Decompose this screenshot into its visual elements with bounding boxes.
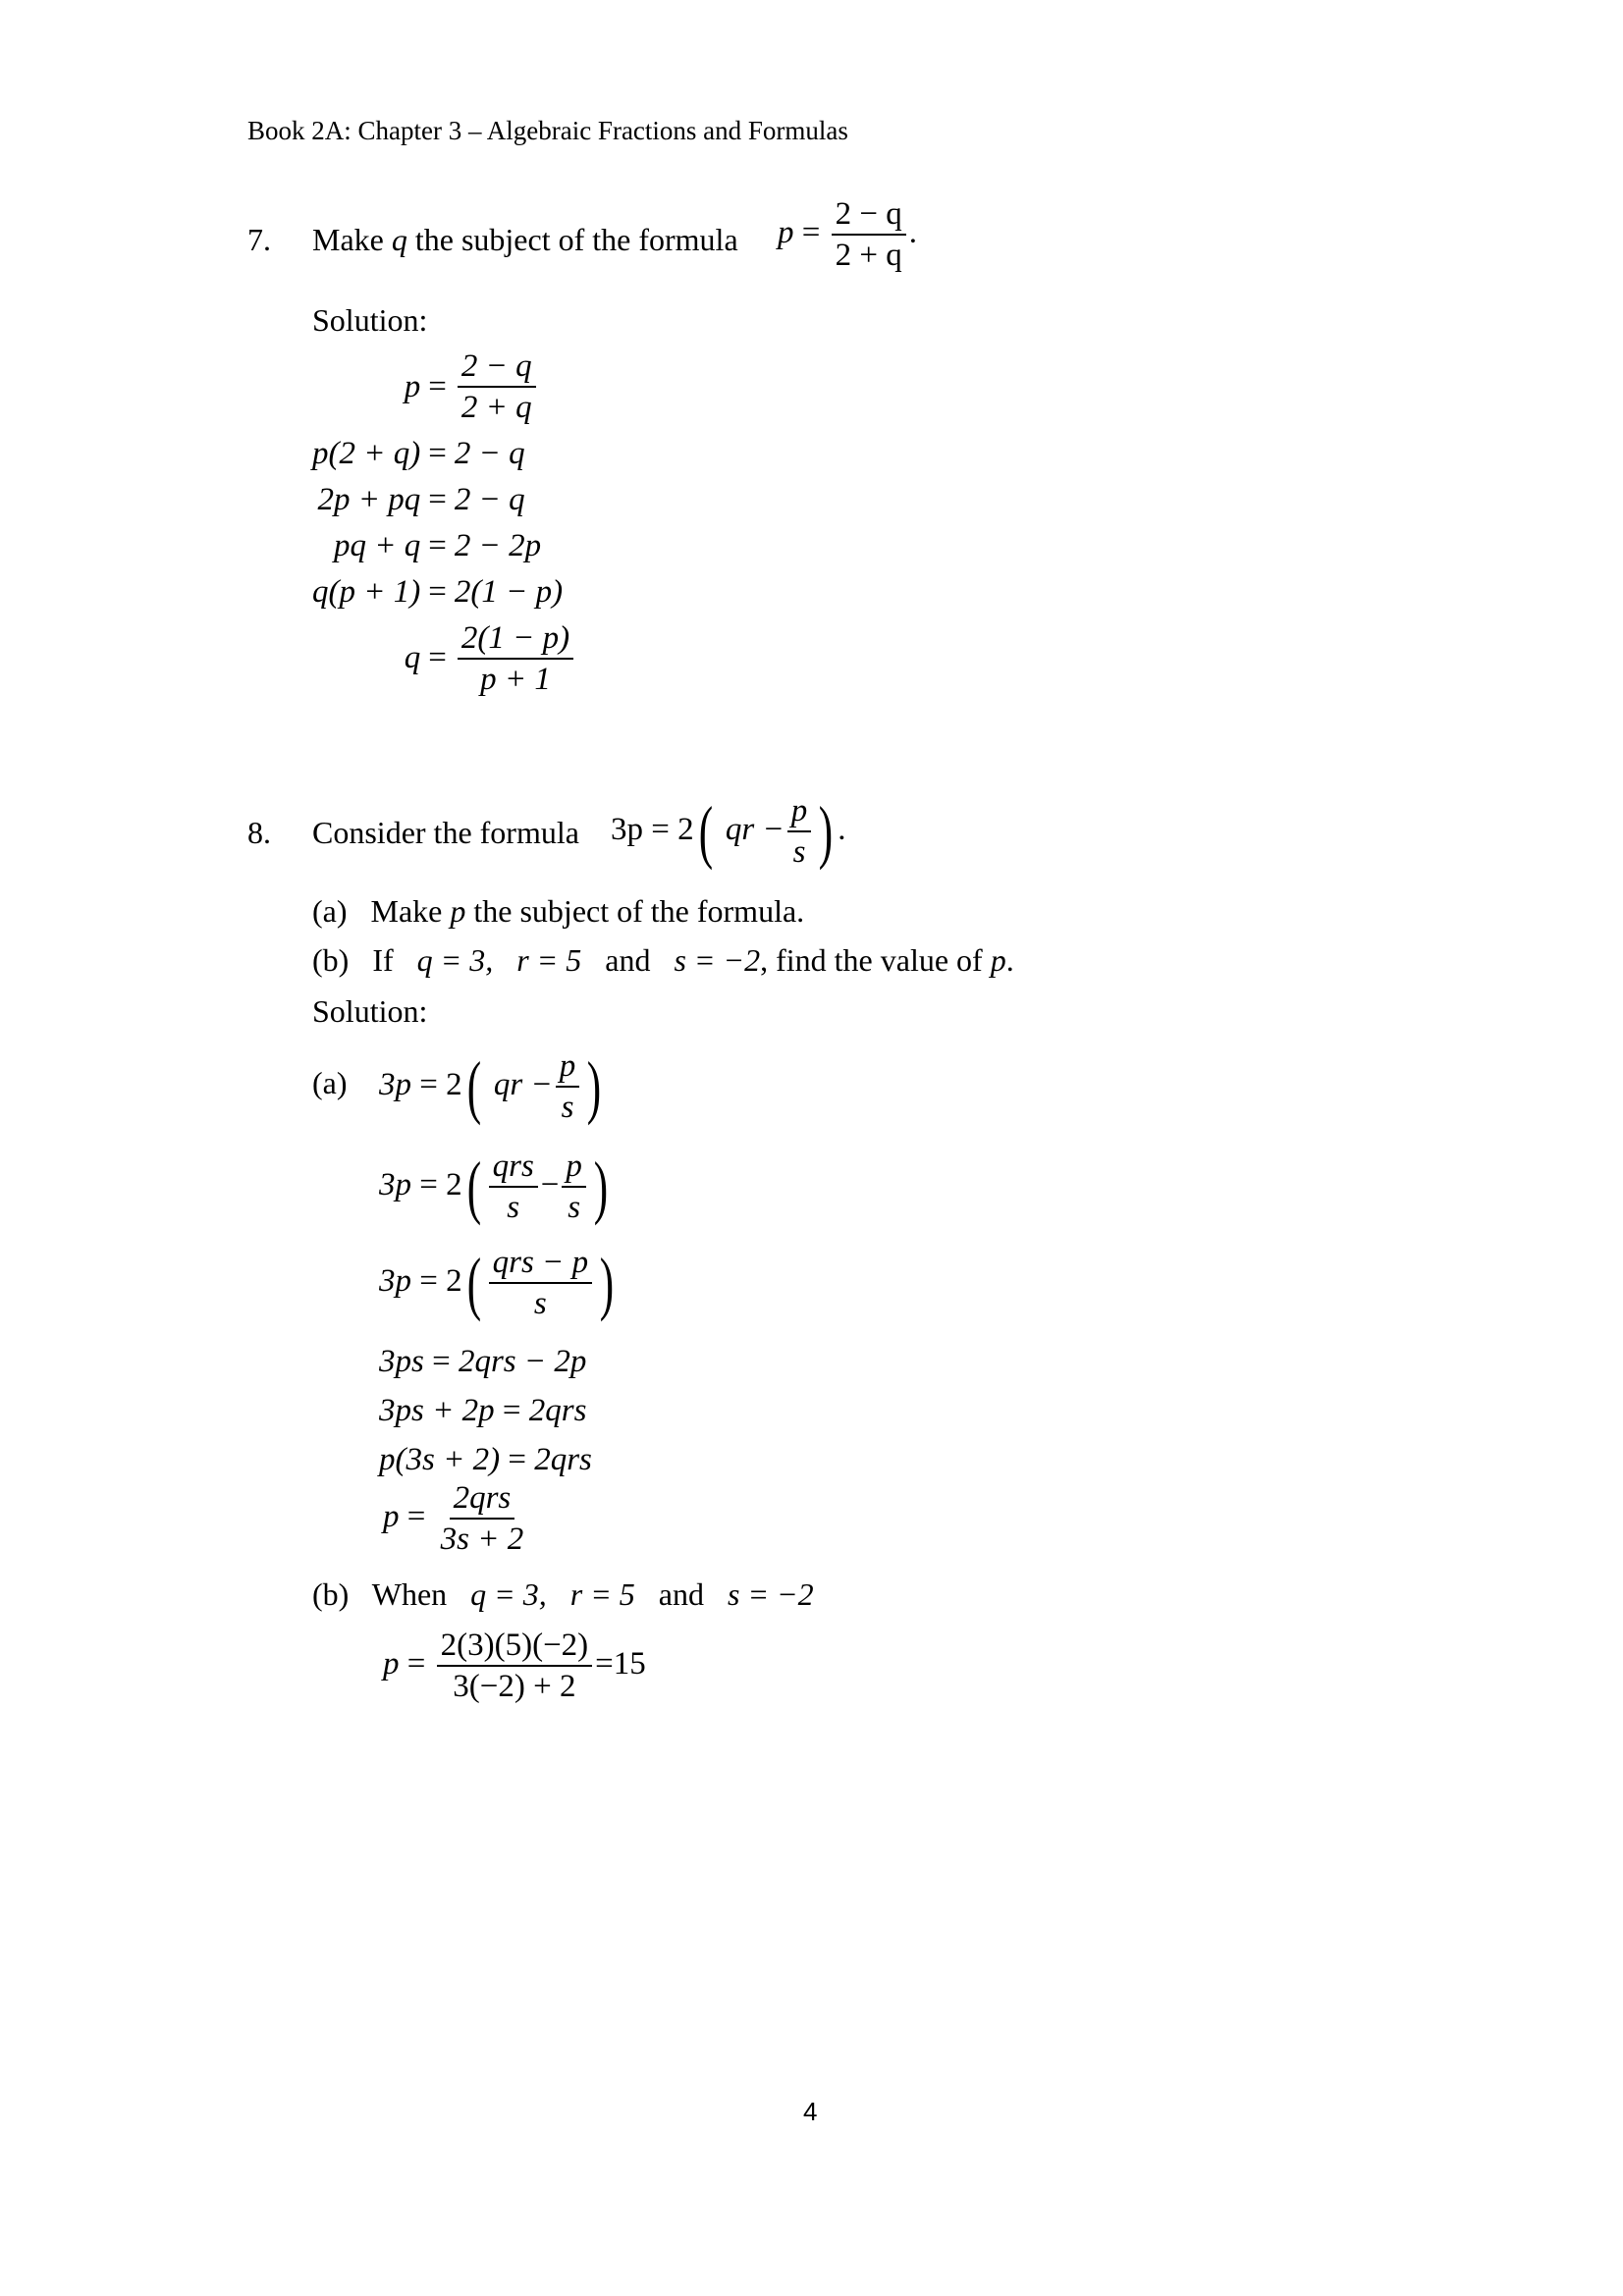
step-rhs: 2 − q (454, 481, 525, 517)
equals-sign: = (428, 573, 447, 610)
part-text: the subject of the formula. (465, 893, 805, 929)
solution-step: p(3s + 2) = 2qrs (379, 1442, 592, 1477)
equals-sign: = (428, 640, 447, 676)
solution-step (379, 1148, 613, 1226)
question-text-after: the subject of the formula (406, 222, 738, 257)
part-label: (a) (312, 893, 348, 929)
denominator: 2 + q (460, 390, 532, 426)
numerator: p (787, 793, 812, 832)
step-lhs: p(2 + q) (312, 435, 421, 471)
step-lhs: q (404, 640, 421, 676)
fraction (489, 1245, 592, 1322)
fraction (489, 1148, 538, 1226)
question-text-before: Make (312, 222, 392, 257)
step-rhs: 2 − q (454, 435, 525, 471)
part-variable: p (990, 942, 1006, 978)
solution-label: Solution: (312, 302, 428, 338)
period: . (908, 214, 917, 250)
question-text (312, 222, 738, 258)
result-lhs: p (383, 1645, 400, 1682)
step-lhs: 3p (379, 1166, 411, 1202)
equals-sign: = (428, 368, 447, 404)
question-number: 7. (247, 222, 271, 257)
condition: s = −2 (727, 1576, 814, 1612)
solution-step (379, 1048, 606, 1126)
left-paren: ( (466, 1244, 481, 1323)
numerator: p (562, 1148, 586, 1188)
numerator: qrs (489, 1148, 538, 1188)
equals-sign: = (419, 1066, 438, 1102)
page-number: 4 (803, 2097, 818, 2126)
condition-conjunction: and (605, 942, 651, 978)
left-paren: ( (466, 1047, 481, 1127)
solution-step: 3ps = 2qrs − 2p (379, 1344, 587, 1379)
solution-step (379, 1245, 619, 1322)
solution-step-group (379, 1337, 592, 1484)
denominator: s (507, 1190, 520, 1226)
question-formula (778, 196, 917, 274)
inner-term: qr − (725, 811, 784, 847)
fraction (562, 1148, 586, 1226)
denominator: s (568, 1190, 581, 1226)
equals-sign: = (428, 435, 447, 471)
equals-sign: = (419, 1262, 438, 1299)
fraction (458, 620, 573, 698)
coefficient: 2 (446, 1262, 462, 1299)
numerator: qrs − p (489, 1245, 592, 1284)
inner-term: qr − (493, 1066, 553, 1102)
step-rhs (455, 348, 576, 426)
step-lhs: pq + q (333, 527, 421, 563)
part-text: Make (370, 893, 451, 929)
question-formula (611, 793, 845, 871)
step-rhs: 2 − 2p (454, 527, 542, 563)
formula-lhs: 3p (611, 811, 643, 847)
equals-sign: = (595, 1645, 614, 1682)
solution-step (383, 1480, 530, 1558)
step-lhs: 3p (379, 1066, 411, 1102)
fraction (458, 348, 536, 426)
coefficient: 2 (446, 1166, 462, 1202)
equals-sign: = (428, 527, 447, 563)
result-value: 15 (613, 1645, 646, 1682)
part-a-question (312, 893, 804, 930)
period: . (1005, 942, 1014, 978)
step-lhs: q(p + 1) (312, 573, 421, 610)
question-variable: q (391, 222, 407, 257)
right-paren: ) (819, 792, 834, 872)
right-paren: ) (593, 1148, 609, 1227)
part-text: If (372, 942, 394, 978)
equals-sign: = (406, 1645, 426, 1682)
denominator: 3(−2) + 2 (453, 1669, 576, 1705)
formula-lhs: p (778, 214, 794, 250)
period: . (838, 811, 846, 847)
solution-part-label: (b) (312, 1576, 350, 1612)
numerator: 2(1 − p) (458, 620, 573, 660)
fraction (556, 1048, 580, 1126)
denominator: s (792, 834, 806, 871)
solution-part-label: (a) (312, 1065, 348, 1100)
step-rhs (455, 620, 576, 698)
part-text: , find the value of (760, 942, 991, 978)
solution-step: 3ps + 2p = 2qrs (379, 1393, 587, 1428)
denominator: s (561, 1090, 574, 1126)
question-number: 8. (247, 815, 271, 850)
solution-result (383, 1628, 646, 1705)
condition: r = 5 (569, 1576, 635, 1612)
condition: q = 3, (416, 942, 494, 978)
part-variable: p (450, 893, 466, 929)
step-lhs: 2p + pq (317, 481, 421, 517)
step-lhs: p (404, 368, 421, 404)
question-text: Consider the formula (312, 815, 579, 850)
numerator: 2qrs (450, 1480, 515, 1520)
coefficient: 2 (446, 1066, 462, 1102)
condition: s = −2 (674, 942, 761, 978)
numerator: 2 − q (832, 196, 906, 236)
denominator: 3s + 2 (440, 1522, 524, 1558)
step-lhs: p (383, 1498, 400, 1534)
condition-conjunction: and (658, 1576, 704, 1612)
right-paren: ) (599, 1244, 615, 1323)
solution-steps (312, 348, 576, 697)
right-paren: ) (587, 1047, 602, 1127)
denominator: p + 1 (480, 661, 551, 697)
fraction (437, 1480, 528, 1558)
part-label: (b) (312, 942, 350, 978)
equals-sign: = (428, 481, 447, 517)
left-paren: ( (466, 1148, 481, 1227)
left-paren: ( (698, 792, 713, 872)
numerator: p (556, 1048, 580, 1088)
running-header: Book 2A: Chapter 3 – Algebraic Fractions and Formulas (247, 116, 848, 145)
numerator: 2 − q (458, 348, 536, 388)
minus-sign: − (540, 1166, 560, 1202)
when-text: When (371, 1576, 448, 1612)
denominator: 2 + q (835, 238, 902, 274)
coefficient: 2 (677, 811, 694, 847)
numerator: 2(3)(5)(−2) (437, 1628, 593, 1667)
equals-sign: = (801, 214, 821, 250)
part-b-question (312, 942, 1014, 979)
equals-sign: = (406, 1498, 426, 1534)
equals-sign: = (651, 811, 670, 847)
part-b-solution-intro (312, 1576, 814, 1613)
fraction (832, 196, 906, 274)
equals-sign: = (419, 1166, 438, 1202)
condition: r = 5 (516, 942, 582, 978)
step-lhs: 3p (379, 1262, 411, 1299)
fraction (437, 1628, 593, 1705)
fraction (787, 793, 812, 871)
solution-label: Solution: (312, 993, 428, 1029)
condition: q = 3, (470, 1576, 547, 1612)
denominator: s (533, 1286, 547, 1322)
step-rhs: 2(1 − p) (454, 573, 564, 610)
